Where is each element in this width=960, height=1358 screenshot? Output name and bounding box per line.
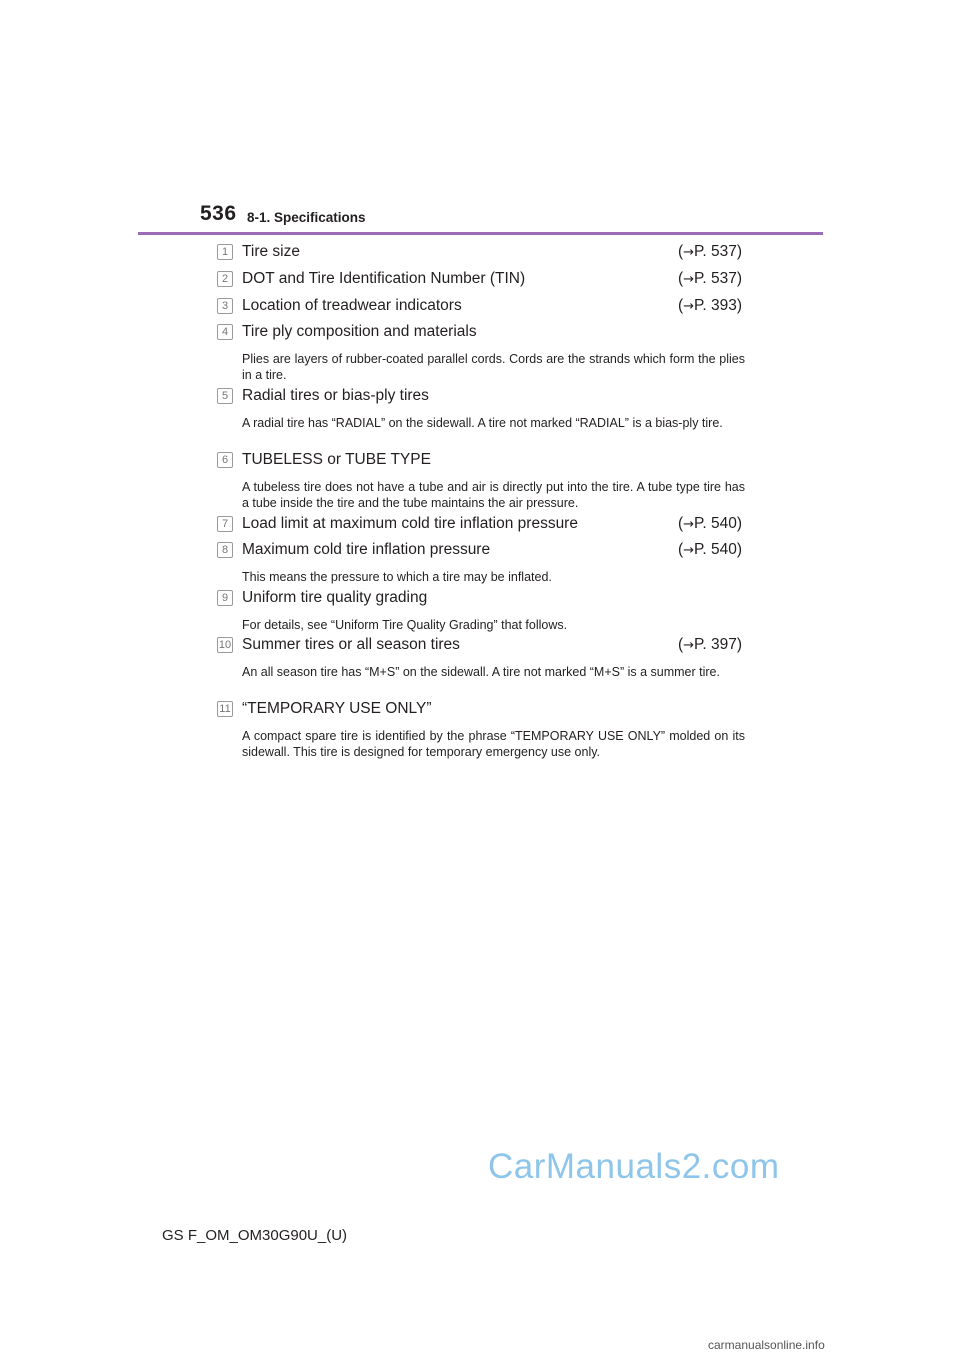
item-heading <box>242 586 742 610</box>
page-reference[interactable]: (→P. 537) <box>677 270 742 287</box>
page-reference[interactable]: (→P. 537) <box>677 243 742 260</box>
item-heading <box>242 240 742 264</box>
page-number: 536 <box>200 202 237 225</box>
item-description: An all season tire has “M+S” on the sidewall. A tire not marked “M+S” is a summer tire. <box>242 665 720 679</box>
item-heading <box>242 448 742 472</box>
item-heading <box>242 512 742 536</box>
item-description: A compact spare tire is identified by the phrase “TEMPORARY USE ONLY” molded on its sidewall. This tire is designed for temporary emergency use only. <box>242 729 745 759</box>
item-label: Summer tires or all season tires <box>242 636 460 653</box>
arrow-right-icon: → <box>683 638 695 653</box>
item-label: TUBELESS or TUBE TYPE <box>242 451 431 468</box>
arrow-right-icon: → <box>683 245 695 260</box>
arrow-right-icon: → <box>683 517 695 532</box>
item-number-badge: 8 <box>217 542 233 558</box>
arrow-right-icon: → <box>683 299 695 314</box>
item-label: Tire size <box>242 243 300 260</box>
item-number-badge: 10 <box>218 639 232 651</box>
item-heading <box>242 697 742 721</box>
item-heading <box>242 384 742 408</box>
item-label: DOT and Tire Identification Number (TIN) <box>242 270 526 287</box>
item-label: Location of treadwear indicators <box>242 297 462 314</box>
item-heading <box>242 267 742 291</box>
item-label: “TEMPORARY USE ONLY” <box>242 700 432 717</box>
item-label: Maximum cold tire inflation pressure <box>242 541 491 558</box>
item-description: A radial tire has “RADIAL” on the sidewall. A tire not marked “RADIAL” is a bias-ply tire. <box>242 416 723 430</box>
watermark-logo: CarManuals2.com <box>488 1147 780 1186</box>
item-description: For details, see “Uniform Tire Quality Grading” that follows. <box>242 618 568 632</box>
item-label: Radial tires or bias-ply tires <box>242 387 429 404</box>
item-heading <box>242 320 742 344</box>
item-number-badge: 2 <box>217 271 233 287</box>
document-code: GS F_OM_OM30G90U_(U) <box>162 1227 348 1244</box>
item-heading <box>242 294 742 318</box>
item-number-badge: 6 <box>217 452 233 468</box>
item-heading <box>242 633 742 657</box>
item-label: Load limit at maximum cold tire inflation pressure <box>242 515 578 532</box>
section-title: 8-1. Specifications <box>247 210 366 225</box>
header-divider <box>138 232 823 235</box>
item-number-badge: 7 <box>217 516 233 532</box>
item-heading <box>242 538 742 562</box>
arrow-right-icon: → <box>683 543 695 558</box>
item-description: Plies are layers of rubber-coated parallel cords. Cords are the strands which form the plies in a tire. <box>242 352 745 382</box>
page-reference[interactable]: (→P. 540) <box>677 541 742 558</box>
page-reference[interactable]: (→P. 393) <box>677 297 742 314</box>
item-label: Tire ply composition and materials <box>242 323 477 340</box>
item-number-badge: 4 <box>217 324 233 340</box>
item-number-badge: 5 <box>217 388 233 404</box>
item-description: This means the pressure to which a tire may be inflated. <box>242 570 552 584</box>
page-reference[interactable]: (→P. 540) <box>677 515 742 532</box>
page-reference[interactable]: (→P. 397) <box>677 636 742 653</box>
item-number-badge: 1 <box>217 244 233 260</box>
site-watermark: carmanualsonline.info <box>708 1338 825 1352</box>
item-label: Uniform tire quality grading <box>242 589 428 606</box>
item-number-badge: 3 <box>217 298 233 314</box>
item-number-badge: 9 <box>217 590 233 606</box>
item-number-badge: 11 <box>217 701 233 717</box>
arrow-right-icon: → <box>683 272 695 287</box>
item-description: A tubeless tire does not have a tube and air is directly put into the tire. A tube type tire has a tube inside the tire and the tube maintains the air pressure. <box>242 480 745 510</box>
